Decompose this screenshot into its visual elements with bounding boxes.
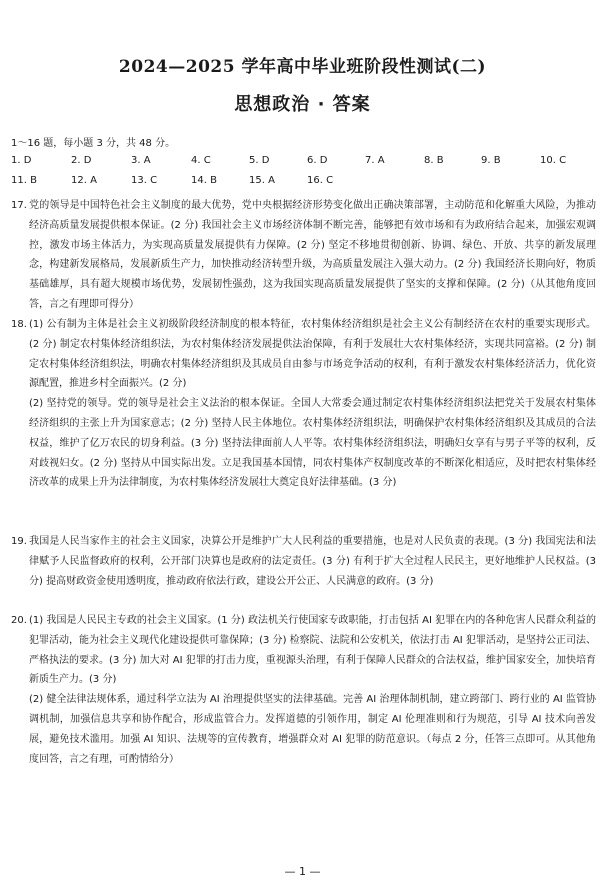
answer-part-2: (2) 坚持党的领导。党的领导是社会主义法治的根本保证。全国人大常委会通过制定农村集体经济组织法把党关于发展农村集体经济组织的主张上升为国家意志；(2 分) 坚持人民主体地位。农村集体经济组织法，明确保护农村集体经济组织及其成员的合法权益，维护了亿万农民的切身利益。(3 分) 坚持法律面前人人平等。农村集体经济组织法，明确妇女享有与男子平等的权利，反对歧视妇女。(2 分) 坚持从中国实际出发。立足我国基本国情，同农村集体产权制度改革的不断深化相适应，及时把农村集体经济改革的成果上升为法律制度，为农村集体经济发展壮大奠定良好法律基础。(3 分): [29, 398, 596, 489]
choice-answer-grid: [11, 155, 596, 195]
answer-item: 8. B: [424, 155, 444, 166]
question-18-answer: [11, 315, 596, 493]
question-number: 19.: [11, 536, 27, 547]
answer-item: 2. D: [71, 155, 92, 166]
answer-item: 12. A: [71, 175, 97, 186]
answer-part-2: (2) 健全法律法规体系，通过科学立法为 AI 治理提供坚实的法律基础。完善 AI 治理体制机制，建立跨部门、跨行业的 AI 监管协调机制，加强信息共享和协作配合，形成监管合力。发挥道德的引领作用，制定 AI 伦理准则和行为规范，引导 AI 技术向善发展，避免技术滥用。加强 AI 知识、法规等的宣传教育，增强群众对 AI 犯罪的防范意识。（每点 2 分，任答三点即可。从其他角度回答，言之有理，可酌情给分）: [29, 694, 596, 765]
answer-item: 15. A: [249, 175, 275, 186]
answer-text: 我国是人民当家作主的社会主义国家，决算公开是维护广大人民利益的重要措施，也是对人民负责的表现。(3 分) 我国宪法和法律赋予人民监督政府的权利，公开部门决算也是政府的法定责任。(3 分) 有利于扩大全过程人民民主，更好地维护人民权益。(3 分) 提高财政资金使用透明度，推动政府依法行政，建设公开公正、人民满意的政府。(3 分): [29, 536, 596, 587]
answer-row: [11, 155, 596, 175]
answer-item: 1. D: [11, 155, 32, 166]
answer-item: 16. C: [307, 175, 334, 186]
answer-item: 9. B: [481, 155, 501, 166]
answer-item: 4. C: [191, 155, 211, 166]
question-number: 18.: [11, 319, 27, 330]
question-number: 17.: [11, 200, 27, 211]
answer-item: 6. D: [307, 155, 328, 166]
answer-item: 13. C: [131, 175, 158, 186]
answer-item: 10. C: [540, 155, 567, 166]
answer-item: 5. D: [249, 155, 270, 166]
question-number: 20.: [11, 615, 27, 626]
page-title: 2024—2025 学年高中毕业班阶段性测试(二): [118, 57, 487, 77]
answer-item: 11. B: [11, 175, 37, 186]
answer-row: [11, 175, 596, 195]
answer-item: 14. B: [191, 175, 217, 186]
question-20-answer: [11, 611, 596, 769]
page-subtitle: 思想政治 · 答案: [234, 94, 371, 115]
answer-part-1: (1) 公有制为主体是社会主义初级阶段经济制度的根本特征，农村集体经济组织是社会主义公有制经济在农村的重要实现形式。(2 分) 制定农村集体经济组织法，为农村集体经济发展提供法治保障，有利于发展壮大农村集体经济，实现共同富裕。(2 分) 制定农村集体经济组织法，明确农村集体经济组织及其成员自由参与市场竞争活动的权利，有利于激发农村集体经济活力，优化资源配置，推进乡村全面振兴。(2 分): [29, 319, 596, 390]
answer-text: 党的领导是中国特色社会主义制度的最大优势，党中央根据经济形势变化做出正确决策部署，主动防范和化解重大风险，为推动经济高质量发展提供根本保证。(2 分) 我国社会主义市场经济体制不断完善，能够把有效市场和有为政府结合起来，加强宏观调控，激发市场主体活力，为实现高质量发展提供有力保障。(2 分) 坚定不移地贯彻创新、协调、绿色、开放、共享的新发展理念，构建新发展格局，发展新质生产力，加快推动经济转型升级，为高质量发展注入强大动力。(2 分) 我国经济长期向好，物质基础雄厚，具有超大规模市场优势，发展韧性强劲，这为我国实现高质量发展提供了坚实的支撑和保障。(2 分)（从其他角度回答，言之有理即可得分）: [29, 200, 596, 310]
page-number: — 1 —: [284, 865, 321, 878]
question-19-answer: [11, 532, 596, 591]
question-17-answer: [11, 196, 596, 315]
answer-part-1: (1) 我国是人民民主专政的社会主义国家。(1 分) 政法机关行使国家专政职能，打击包括 AI 犯罪在内的各种危害人民群众利益的犯罪活动，能为社会主义现代化建设提供可靠保障；(3 分) 检察院、法院和公安机关，依法打击 AI 犯罪活动，是坚持公正司法、严格执法的要求。(3 分) 加大对 AI 犯罪的打击力度，重视源头治理，有利于保障人民群众的合法权益，维护国家安全，加快培育新质生产力。(3 分): [29, 615, 596, 686]
answer-item: 3. A: [131, 155, 151, 166]
choice-intro: 1～16 题，每小题 3 分，共 48 分。: [11, 138, 176, 149]
answer-item: 7. A: [365, 155, 385, 166]
